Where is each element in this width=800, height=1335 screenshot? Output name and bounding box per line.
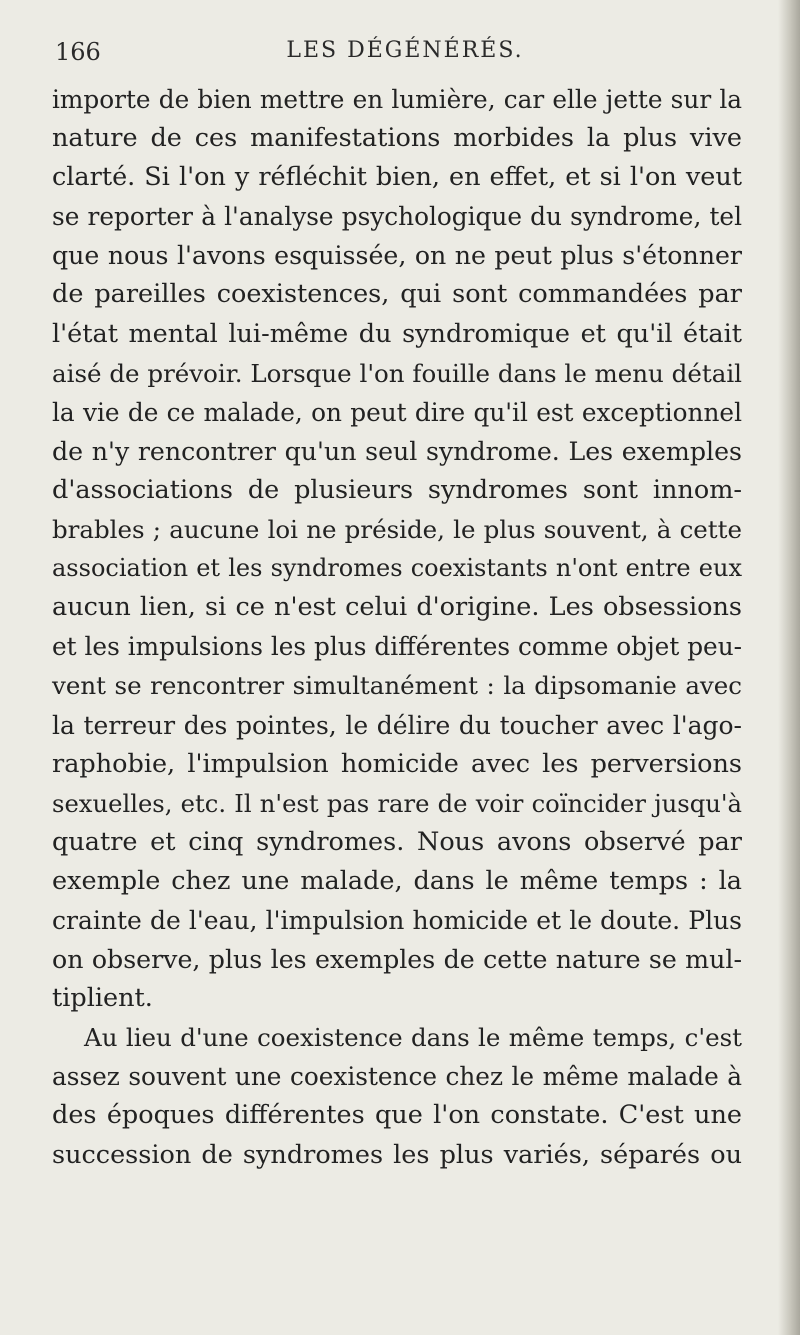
- text-line: exemple chez une malade, dans le même temps : la: [52, 865, 742, 896]
- text-line: de n'y rencontrer qu'un seul syndrome. Les exemples: [52, 436, 742, 466]
- text-line: aucun lien, si ce n'est celui d'origine. Les obsessions: [52, 592, 742, 623]
- text-line: des époques différentes que l'on constate. C'est une: [52, 1100, 742, 1131]
- text-line: clarté. Si l'on y réfléchit bien, en effet, et si l'on veut: [52, 162, 742, 193]
- text-line: vent se rencontrer simultanément : la dipsomanie avec: [52, 671, 742, 701]
- paragraph-start-line: Au lieu d'une coexistence dans le même temps, c'est: [84, 1023, 742, 1053]
- text-line: sexuelles, etc. Il n'est pas rare de voir coïncider jusqu'à: [52, 788, 742, 818]
- text-line: succession de syndromes les plus variés, séparés ou: [52, 1139, 742, 1170]
- text-line: et les impulsions les plus différentes comme objet peu-: [52, 632, 742, 662]
- page-edge-shadow: [778, 0, 800, 1335]
- text-line: importe de bien mettre en lumière, car elle jette sur la: [52, 85, 742, 114]
- page-number: 166: [55, 38, 101, 66]
- body-text: [52, 80, 742, 1175]
- text-line: brables ; aucune loi ne préside, le plus souvent, à cette: [52, 515, 742, 545]
- running-title: LES DÉGÉNÉRÉS.: [286, 38, 524, 63]
- text-line: se reporter à l'analyse psychologique du syndrome, tel: [52, 202, 742, 232]
- text-line: on observe, plus les exemples de cette nature se mul-: [52, 945, 742, 975]
- text-line: quatre et cinq syndromes. Nous avons observé par: [52, 826, 742, 857]
- page-header: [55, 38, 755, 78]
- text-line: de pareilles coexistences, qui sont commandées par: [52, 279, 742, 310]
- text-line: tiplient.: [52, 983, 153, 1014]
- text-line: raphobie, l'impulsion homicide avec les perversions: [52, 748, 742, 779]
- text-line: que nous l'avons esquissée, on ne peut plus s'étonner: [52, 241, 742, 271]
- text-line: aisé de prévoir. Lorsque l'on fouille dans le menu détail: [52, 358, 742, 388]
- text-line: crainte de l'eau, l'impulsion homicide et le doute. Plus: [52, 905, 742, 935]
- text-line: association et les syndromes coexistants n'ont entre eux: [52, 554, 742, 583]
- text-line: assez souvent une coexistence chez le même malade à: [52, 1062, 742, 1092]
- text-line: d'associations de plusieurs syndromes sont innom-: [52, 474, 742, 505]
- text-line: la terreur des pointes, le délire du toucher avec l'ago-: [52, 710, 742, 740]
- text-line: nature de ces manifestations morbides la plus vive: [52, 123, 742, 154]
- text-line: l'état mental lui-même du syndromique et qu'il était: [52, 318, 742, 349]
- text-line: la vie de ce malade, on peut dire qu'il est exceptionnel: [52, 397, 742, 427]
